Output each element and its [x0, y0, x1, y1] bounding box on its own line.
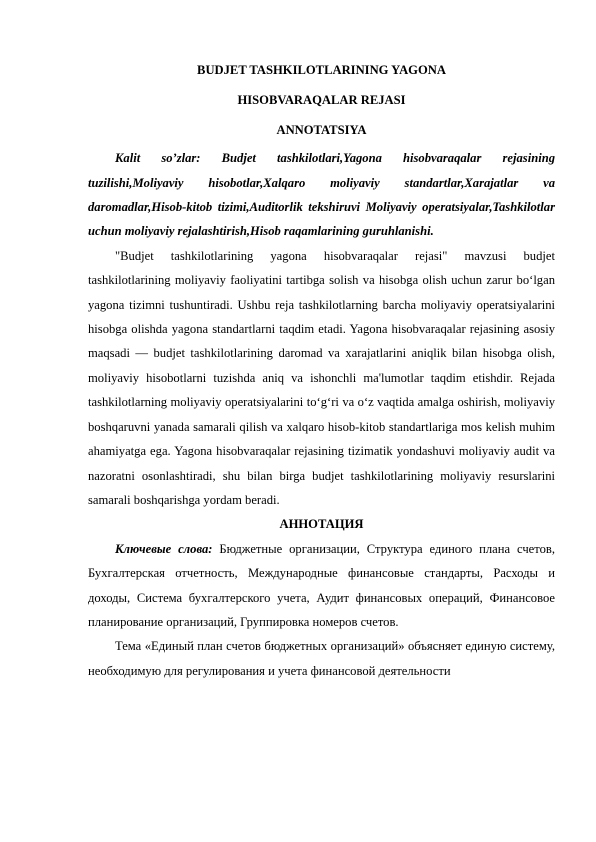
annotation-ru-text: Тема «Единый план счетов бюджетных организаций» объясняет единую систему, необходимую для регулирования и учета финансовой деятельности: [88, 639, 555, 678]
keywords-ru-text: Бюджетные организации, Структура единого плана счетов, Бухгалтерская отчетность, Международные финансовые стандарты, Расходы и доходы, Система бухгалтерского учета, Аудит финансовых операций, Финансовое планирование организаций, Группировка номеров счетов.: [88, 541, 555, 629]
document-title-line-2: HISOBVARAQALAR REJASI: [237, 93, 406, 108]
document-title-line-1: BUDJET TASHKILOTLARINING YAGONA: [197, 63, 446, 77]
keywords-ru-label: Ключевые слова:: [115, 541, 213, 556]
annotation-ru-heading: АННОТАЦИЯ: [279, 517, 364, 532]
annotation-uz-heading: ANNOTATSIYA: [276, 122, 367, 137]
annotation-uz-text: "Budjet tashkilotlarining yagona hisobvaraqalar rejasi" mavzusi budjet tashkilotlarining moliyaviy faoliyatini tartibga solish va hisobga olish uchun zarur bo‘lgan yagona tizimni tushuntiradi. Ushbu reja tashkilotlarning barcha moliyaviy operatsiyalarini hisobga olishda yagona standartlarni taqdim etadi. Yagona hisobvaraqalar rejasining asosiy maqsadi — budjet tashkilotlarining daromad va xarajatlarini aniqlik bilan hisobga olish, moliyaviy hisobotlarni tuzishda aniq va ishonchli ma'lumotlar taqdim etishdir. Rejada tashkilotlarning moliyaviy operatsiyalarini to‘g‘ri va o‘z vaqtida amalga oshirish, moliyaviy boshqaruvni yanada samarali qilish va xalqaro hisob-kitob standartlariga mos kelish muhim ahamiyatga ega. Yagona hisobvaraqalar rejasining tizimatik yondashuvi moliyaviy audit va nazoratni osonlashtiradi, shu bilan birga budjet tashkilotlarining moliyaviy resurslarini samarali boshqarishga yordam beradi.: [88, 248, 555, 507]
keywords-ru: [88, 537, 555, 635]
document-page: [88, 58, 555, 683]
keywords-uz: Kalit so’zlar: Budjet tashkilotlari,Yagona hisobvaraqalar rejasining tuzilishi,Moliyaviy hisobotlar,Xalqaro moliyaviy standartlar,Xarajatlar va daromadlar,Hisob-kitob tizimi,Auditorlik tekshiruvi Moliyaviy operatsiyalar,Tashkilotlar uchun moliyaviy rejalashtirish,Hisob raqamlarining guruhlanishi.: [88, 151, 555, 239]
